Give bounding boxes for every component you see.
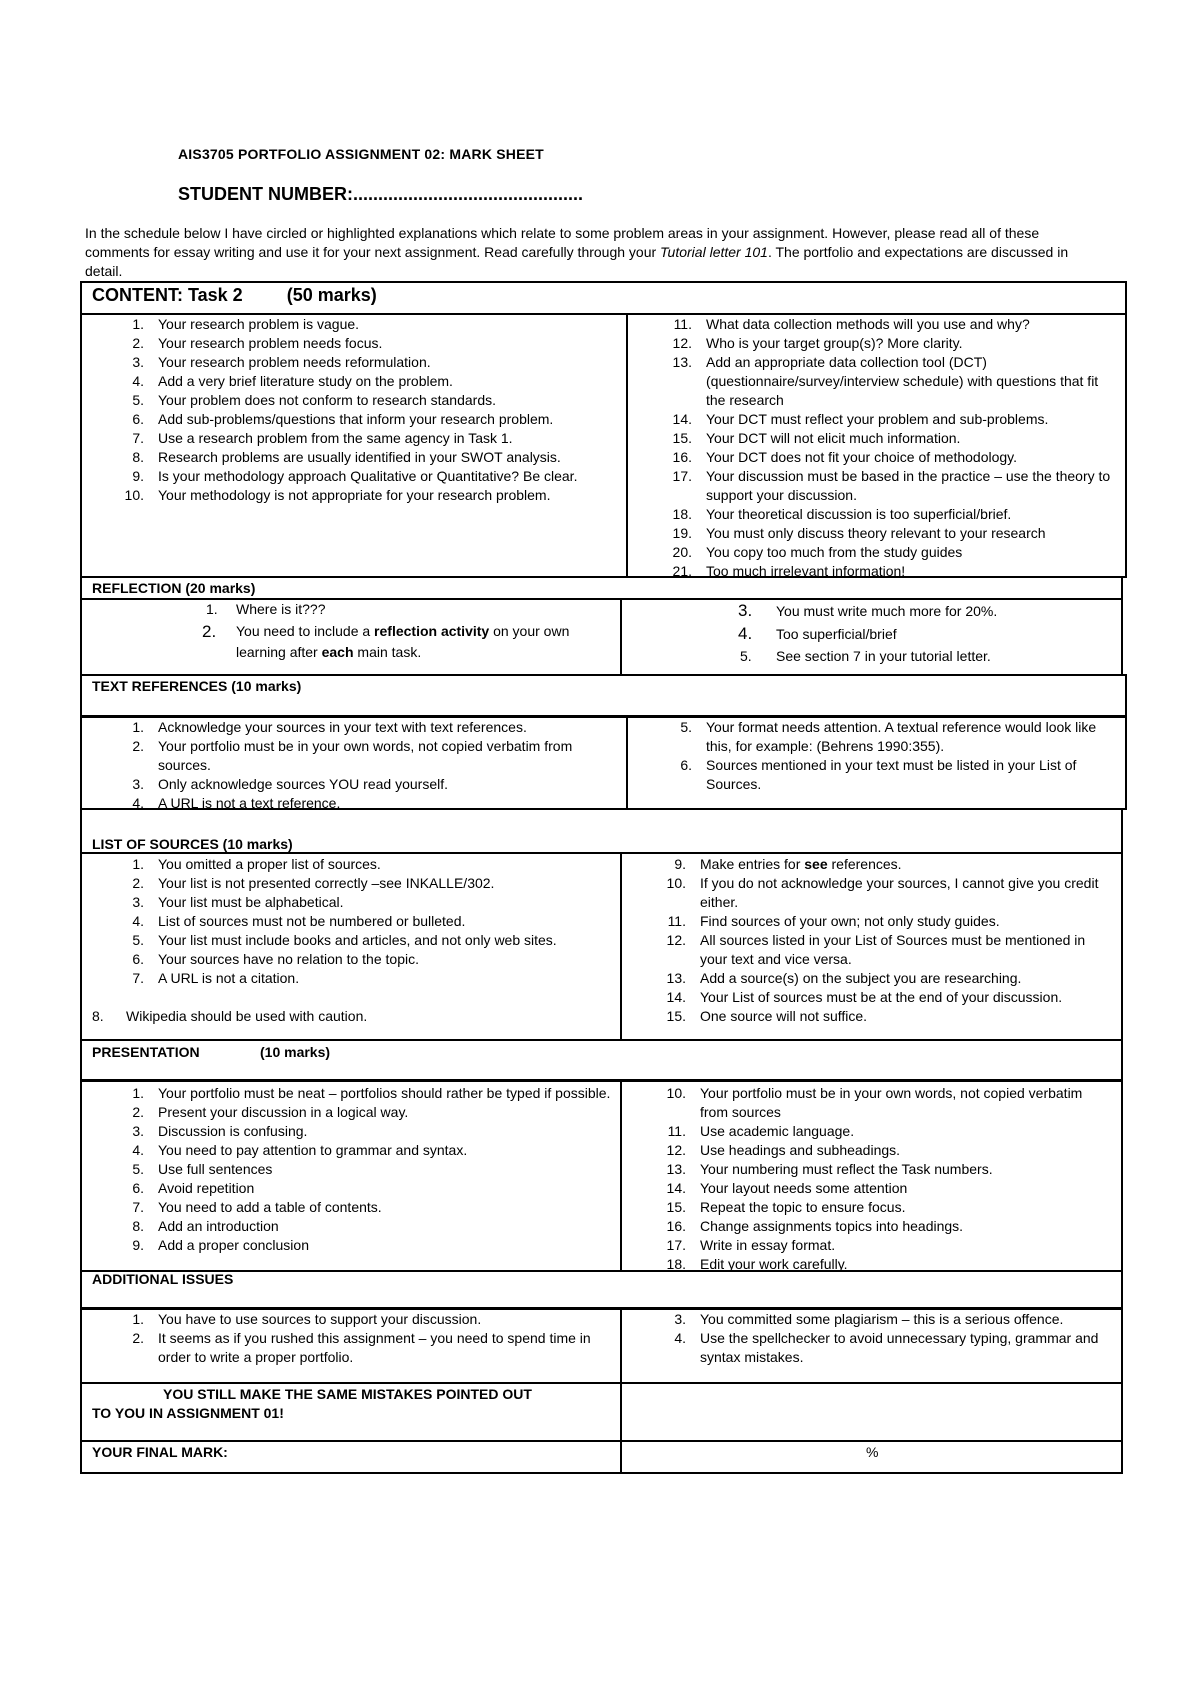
list-item-number: 16. (672, 449, 692, 465)
list-item-number: 4. (132, 913, 144, 929)
list-item-text: If you do not acknowledge your sources, I cannot give you credit either. (700, 875, 1099, 910)
document-title: AIS3705 PORTFOLIO ASSIGNMENT 02: MARK SHEET (178, 146, 544, 162)
list-item (80, 467, 620, 486)
list-item-text: Your DCT does not fit your choice of methodology. (706, 449, 1018, 465)
list-item-text: Too much irrelevant information! (706, 563, 906, 579)
list-item-number: 16. (666, 1218, 686, 1234)
list-item-text: Your portfolio must be neat – portfolios should rather be typed if possible. (158, 1085, 611, 1101)
reflection-item-3: 3. You must write much more for 20%. (738, 601, 998, 620)
list-item-number: 21. (672, 563, 692, 579)
list-item (628, 718, 1118, 756)
same-mistakes-divider (620, 1383, 622, 1441)
list-item-number: 12. (666, 932, 686, 948)
list-item-text: Your problem does not conform to research standards. (158, 392, 497, 408)
list-item-text: You omitted a proper list of sources. (158, 856, 381, 872)
list-item (622, 931, 1112, 969)
list-item-number: 2. (132, 1104, 144, 1120)
list-item (622, 1084, 1112, 1122)
list-item-text: Your research problem is vague. (158, 316, 360, 332)
list-item (628, 524, 1118, 543)
reflection-item-5: 5. See section 7 in your tutorial letter. (740, 648, 991, 664)
list-item-number: 2. (132, 738, 144, 754)
additional-left-list (80, 1310, 614, 1367)
sources-item-8: 8. Wikipedia should be used with caution. (92, 1008, 368, 1024)
list-item-number: 5. (132, 392, 144, 408)
list-item-number: 10. (666, 1085, 686, 1101)
list-item-text: Research problems are usually identified in your SWOT analysis. (158, 449, 561, 465)
textrefs-right-list (628, 718, 1118, 794)
list-item-text: Use the spellchecker to avoid unnecessary typing, grammar and syntax mistakes. (700, 1330, 1099, 1365)
list-item (80, 1122, 614, 1141)
list-item-number: 9. (132, 468, 144, 484)
list-item (80, 912, 614, 931)
list-item-text: Your numbering must reflect the Task numbers. (700, 1161, 993, 1177)
list-item (80, 334, 620, 353)
list-item-text: Only acknowledge sources YOU read yourself. (158, 776, 448, 792)
list-item-number: 14. (666, 989, 686, 1005)
list-item-number: 10. (124, 487, 144, 503)
list-item-number: 12. (666, 1142, 686, 1158)
sources-left-list (80, 855, 614, 988)
content-heading: CONTENT: Task 2 (50 marks) (92, 285, 377, 305)
list-item: 9. Make entries for see references. (674, 856, 902, 872)
list-item-number: 15. (672, 430, 692, 446)
list-item-number: 13. (672, 354, 692, 370)
list-item-number: 7. (132, 430, 144, 446)
reflection-item-1: 1. Where is it??? (206, 601, 326, 617)
list-item-number: 1. (132, 1085, 144, 1101)
list-item-text: Avoid repetition (158, 1180, 255, 1196)
list-item-text: You need to pay attention to grammar and syntax. (158, 1142, 468, 1158)
list-item (622, 1198, 1112, 1217)
list-item-text: Edit your work carefully. (700, 1256, 848, 1272)
list-item (622, 1217, 1112, 1236)
list-item-text: Your list must be alphabetical. (158, 894, 344, 910)
list-item-text: Your sources have no relation to the topic. (158, 951, 419, 967)
list-item (622, 874, 1112, 912)
content-left-list (80, 315, 620, 505)
reflection-heading: REFLECTION (20 marks) (92, 580, 256, 596)
list-item-number: 20. (672, 544, 692, 560)
list-item-number: 8. (132, 1218, 144, 1234)
list-item-number: 2. (132, 335, 144, 351)
content-right-list (628, 315, 1118, 581)
list-item-text: A URL is not a text reference. (158, 795, 341, 811)
list-item (80, 353, 620, 372)
list-item-text: Sources mentioned in your text must be listed in your List of Sources. (706, 757, 1077, 792)
list-item-text: Find sources of your own; not only study guides. (700, 913, 1000, 929)
list-item (80, 718, 620, 737)
list-item-text: Add a source(s) on the subject you are researching. (700, 970, 1022, 986)
additional-header-box (80, 1270, 1123, 1309)
list-item-number: 3. (132, 776, 144, 792)
list-item-number: 14. (672, 411, 692, 427)
list-item (622, 969, 1112, 988)
list-item (628, 429, 1118, 448)
reflection-rule (80, 598, 1123, 600)
list-item-text: Your list must include books and articles, and not only web sites. (158, 932, 557, 948)
list-item-number: 15. (666, 1199, 686, 1215)
list-item-text: Use academic language. (700, 1123, 855, 1139)
list-item-number: 8. (132, 449, 144, 465)
list-item-text: It seems as if you rushed this assignment – you need to spend time in order to write a proper portfolio. (158, 1330, 591, 1365)
list-item-text: Your DCT must reflect your problem and sub-problems. (706, 411, 1049, 427)
list-item-number: 6. (132, 951, 144, 967)
list-item (80, 1160, 614, 1179)
list-item-number: 12. (672, 335, 692, 351)
list-item-text: List of sources must not be numbered or bulleted. (158, 913, 466, 929)
intro-tutorial-letter: Tutorial letter 101 (660, 244, 768, 260)
final-mark-box (80, 1440, 1123, 1474)
list-item-number: 11. (673, 316, 692, 332)
final-mark-divider (620, 1441, 622, 1473)
list-item-number: 11. (667, 1123, 686, 1139)
list-item (80, 1141, 614, 1160)
list-item-text: Add a proper conclusion (158, 1237, 309, 1253)
list-item (628, 448, 1118, 467)
list-item (622, 1310, 1112, 1329)
list-item-number: 17. (672, 468, 692, 484)
list-item-number: 15. (666, 1008, 686, 1024)
list-item (80, 429, 620, 448)
list-item-number: 3. (132, 1123, 144, 1139)
sources-heading: LIST OF SOURCES (10 marks) (92, 836, 293, 852)
list-item (80, 391, 620, 410)
list-item-text: A URL is not a citation. (158, 970, 300, 986)
list-item (622, 1160, 1112, 1179)
list-item-number: 7. (132, 1199, 144, 1215)
list-item-number: 2. (132, 875, 144, 891)
reflection-item-4: 4. Too superficial/brief (738, 624, 897, 643)
list-item-number: 3. (674, 1311, 686, 1327)
list-item-text: Is your methodology approach Qualitative or Quantitative? Be clear. (158, 468, 578, 484)
list-item-number: 6. (680, 757, 692, 773)
list-item (622, 1122, 1112, 1141)
list-item (80, 1084, 614, 1103)
textrefs-left-list (80, 718, 620, 813)
list-item-number: 13. (666, 1161, 686, 1177)
list-item (628, 315, 1118, 334)
list-item-text: Present your discussion in a logical way. (158, 1104, 409, 1120)
list-item-number: 17. (666, 1237, 686, 1253)
list-item (80, 893, 614, 912)
list-item-text: Your methodology is not appropriate for your research problem. (158, 487, 551, 503)
sources-right-list (622, 855, 1112, 874)
list-item (622, 1141, 1112, 1160)
list-item-number: 10. (666, 875, 686, 891)
list-item-text: Change assignments topics into headings. (700, 1218, 964, 1234)
list-item-text: Your portfolio must be in your own words, not copied verbatim from sources (700, 1085, 1083, 1120)
list-item (80, 855, 614, 874)
list-item-number: 5. (132, 932, 144, 948)
textrefs-heading: TEXT REFERENCES (10 marks) (92, 678, 302, 694)
list-item-number: 11. (667, 913, 686, 929)
list-item-text: Repeat the topic to ensure focus. (700, 1199, 906, 1215)
reflection-divider (620, 598, 622, 675)
list-item-number: 5. (680, 719, 692, 735)
list-item-text: Add a very brief literature study on the problem. (158, 373, 453, 389)
list-item (80, 874, 614, 893)
list-item-text: You must only discuss theory relevant to your research (706, 525, 1046, 541)
list-item-text: You copy too much from the study guides (706, 544, 963, 560)
list-item-number: 4. (132, 1142, 144, 1158)
presentation-header-box (80, 1039, 1123, 1081)
final-mark-value[interactable]: % (866, 1444, 879, 1460)
reflection-item-2: 2. You need to include a reflection activity on your own learning after each main task. (202, 622, 570, 660)
list-item (622, 912, 1112, 931)
list-item (80, 315, 620, 334)
list-item-number: 1. (132, 316, 144, 332)
list-item-text: Your layout needs some attention (700, 1180, 908, 1196)
list-item (80, 950, 614, 969)
intro-paragraph (85, 224, 1085, 281)
list-item-text: Your portfolio must be in your own words, not copied verbatim from sources. (158, 738, 573, 773)
list-item (80, 1103, 614, 1122)
list-item-text: Add an appropriate data collection tool (DCT) (questionnaire/survey/interview schedule) with questions that fit the research (706, 354, 1099, 408)
list-item-text: Your list is not presented correctly –see INKALLE/302. (158, 875, 495, 891)
list-item-number: 6. (132, 411, 144, 427)
list-item (628, 756, 1118, 794)
list-item (80, 486, 620, 505)
list-item (622, 988, 1112, 1007)
list-item-number: 3. (132, 354, 144, 370)
same-mistakes-line-2: TO YOU IN ASSIGNMENT 01! (92, 1405, 284, 1421)
list-item (628, 353, 1118, 410)
list-item (80, 1179, 614, 1198)
list-item (622, 1007, 1112, 1026)
presentation-right-list (622, 1084, 1112, 1274)
presentation-heading: PRESENTATION (10 marks) (92, 1044, 331, 1060)
list-item-number: 18. (666, 1256, 686, 1272)
list-item-text: Your DCT will not elicit much information. (706, 430, 961, 446)
list-item (80, 410, 620, 429)
list-item-text: Your format needs attention. A textual reference would look like this, for example: (Behrens 1990:355). (706, 719, 1097, 754)
final-mark-label: YOUR FINAL MARK: (92, 1444, 228, 1460)
list-item-number: 3. (132, 894, 144, 910)
list-item (622, 1329, 1112, 1367)
list-item (80, 775, 620, 794)
list-item (622, 1236, 1112, 1255)
list-item-number: 13. (666, 970, 686, 986)
list-item-text: Your discussion must be based in the practice – use the theory to support your discussion. (706, 468, 1111, 503)
list-item-number: 5. (132, 1161, 144, 1177)
list-item-number: 18. (672, 506, 692, 522)
list-item-text: Use full sentences (158, 1161, 273, 1177)
list-item-text: Add an introduction (158, 1218, 279, 1234)
list-item-number: 14. (666, 1180, 686, 1196)
list-item-text: Your research problem needs reformulation. (158, 354, 431, 370)
list-item (622, 1179, 1112, 1198)
list-item-text: Use a research problem from the same agency in Task 1. (158, 430, 513, 446)
list-item-text: You have to use sources to support your discussion. (158, 1311, 482, 1327)
list-item-number: 4. (674, 1330, 686, 1346)
list-item-text: Your research problem needs focus. (158, 335, 383, 351)
list-item-text: Write in essay format. (700, 1237, 836, 1253)
list-item-number: 2. (132, 1330, 144, 1346)
list-item (628, 505, 1118, 524)
list-item-number: 4. (132, 373, 144, 389)
list-item-text: Discussion is confusing. (158, 1123, 308, 1139)
list-item-number: 6. (132, 1180, 144, 1196)
list-item (80, 931, 614, 950)
intro-text-a: In the schedule below I have circled or highlighted explanations which relate to some problem areas in your assignment. However, please read all of these comments for essay writing and use it for your next assignment. Read carefully through your (85, 225, 1040, 260)
list-item-number: 9. (132, 1237, 144, 1253)
presentation-left-list (80, 1084, 614, 1255)
student-number-field[interactable]: STUDENT NUMBER:.............................................. (178, 184, 584, 204)
list-item (80, 1217, 614, 1236)
list-item (628, 334, 1118, 353)
list-item-number: 19. (672, 525, 692, 541)
list-item (628, 467, 1118, 505)
list-item-number: 1. (132, 1311, 144, 1327)
list-item-number: 4. (132, 795, 144, 811)
sources-rule (80, 852, 1123, 854)
intro-text-b: . The portfolio and expectations are discussed in detail. (85, 244, 1069, 279)
list-item-number: 1. (132, 719, 144, 735)
list-item (80, 969, 614, 988)
list-item (628, 410, 1118, 429)
list-item-text: Who is your target group(s)? More clarity. (706, 335, 963, 351)
list-item-number: 7. (132, 970, 144, 986)
list-item (80, 1329, 614, 1367)
list-item-text: You committed some plagiarism – this is a serious offence. (700, 1311, 1064, 1327)
list-item-text: Your theoretical discussion is too superficial/brief. (706, 506, 1012, 522)
list-item (628, 543, 1118, 562)
list-item (80, 737, 620, 775)
list-item-text: What data collection methods will you use and why? (706, 316, 1030, 332)
sources-right-list-cont (622, 874, 1112, 1026)
list-item (80, 448, 620, 467)
list-item (80, 372, 620, 391)
list-item (80, 1236, 614, 1255)
list-item (80, 1198, 614, 1217)
list-item-text: Your List of sources must be at the end of your discussion. (700, 989, 1063, 1005)
list-item-text: Add sub-problems/questions that inform your research problem. (158, 411, 554, 427)
additional-right-list (622, 1310, 1112, 1367)
same-mistakes-line-1: YOU STILL MAKE THE SAME MISTAKES POINTED OUT (163, 1386, 532, 1402)
additional-heading: ADDITIONAL ISSUES (92, 1271, 234, 1287)
list-item-number: 1. (132, 856, 144, 872)
list-item-text: Acknowledge your sources in your text with text references. (158, 719, 527, 735)
list-item-text: Use headings and subheadings. (700, 1142, 901, 1158)
list-item (80, 1310, 614, 1329)
list-item-text: One source will not suffice. (700, 1008, 868, 1024)
list-item-text: You need to add a table of contents. (158, 1199, 382, 1215)
list-item-text: All sources listed in your List of Sources must be mentioned in your text and vice versa. (700, 932, 1086, 967)
